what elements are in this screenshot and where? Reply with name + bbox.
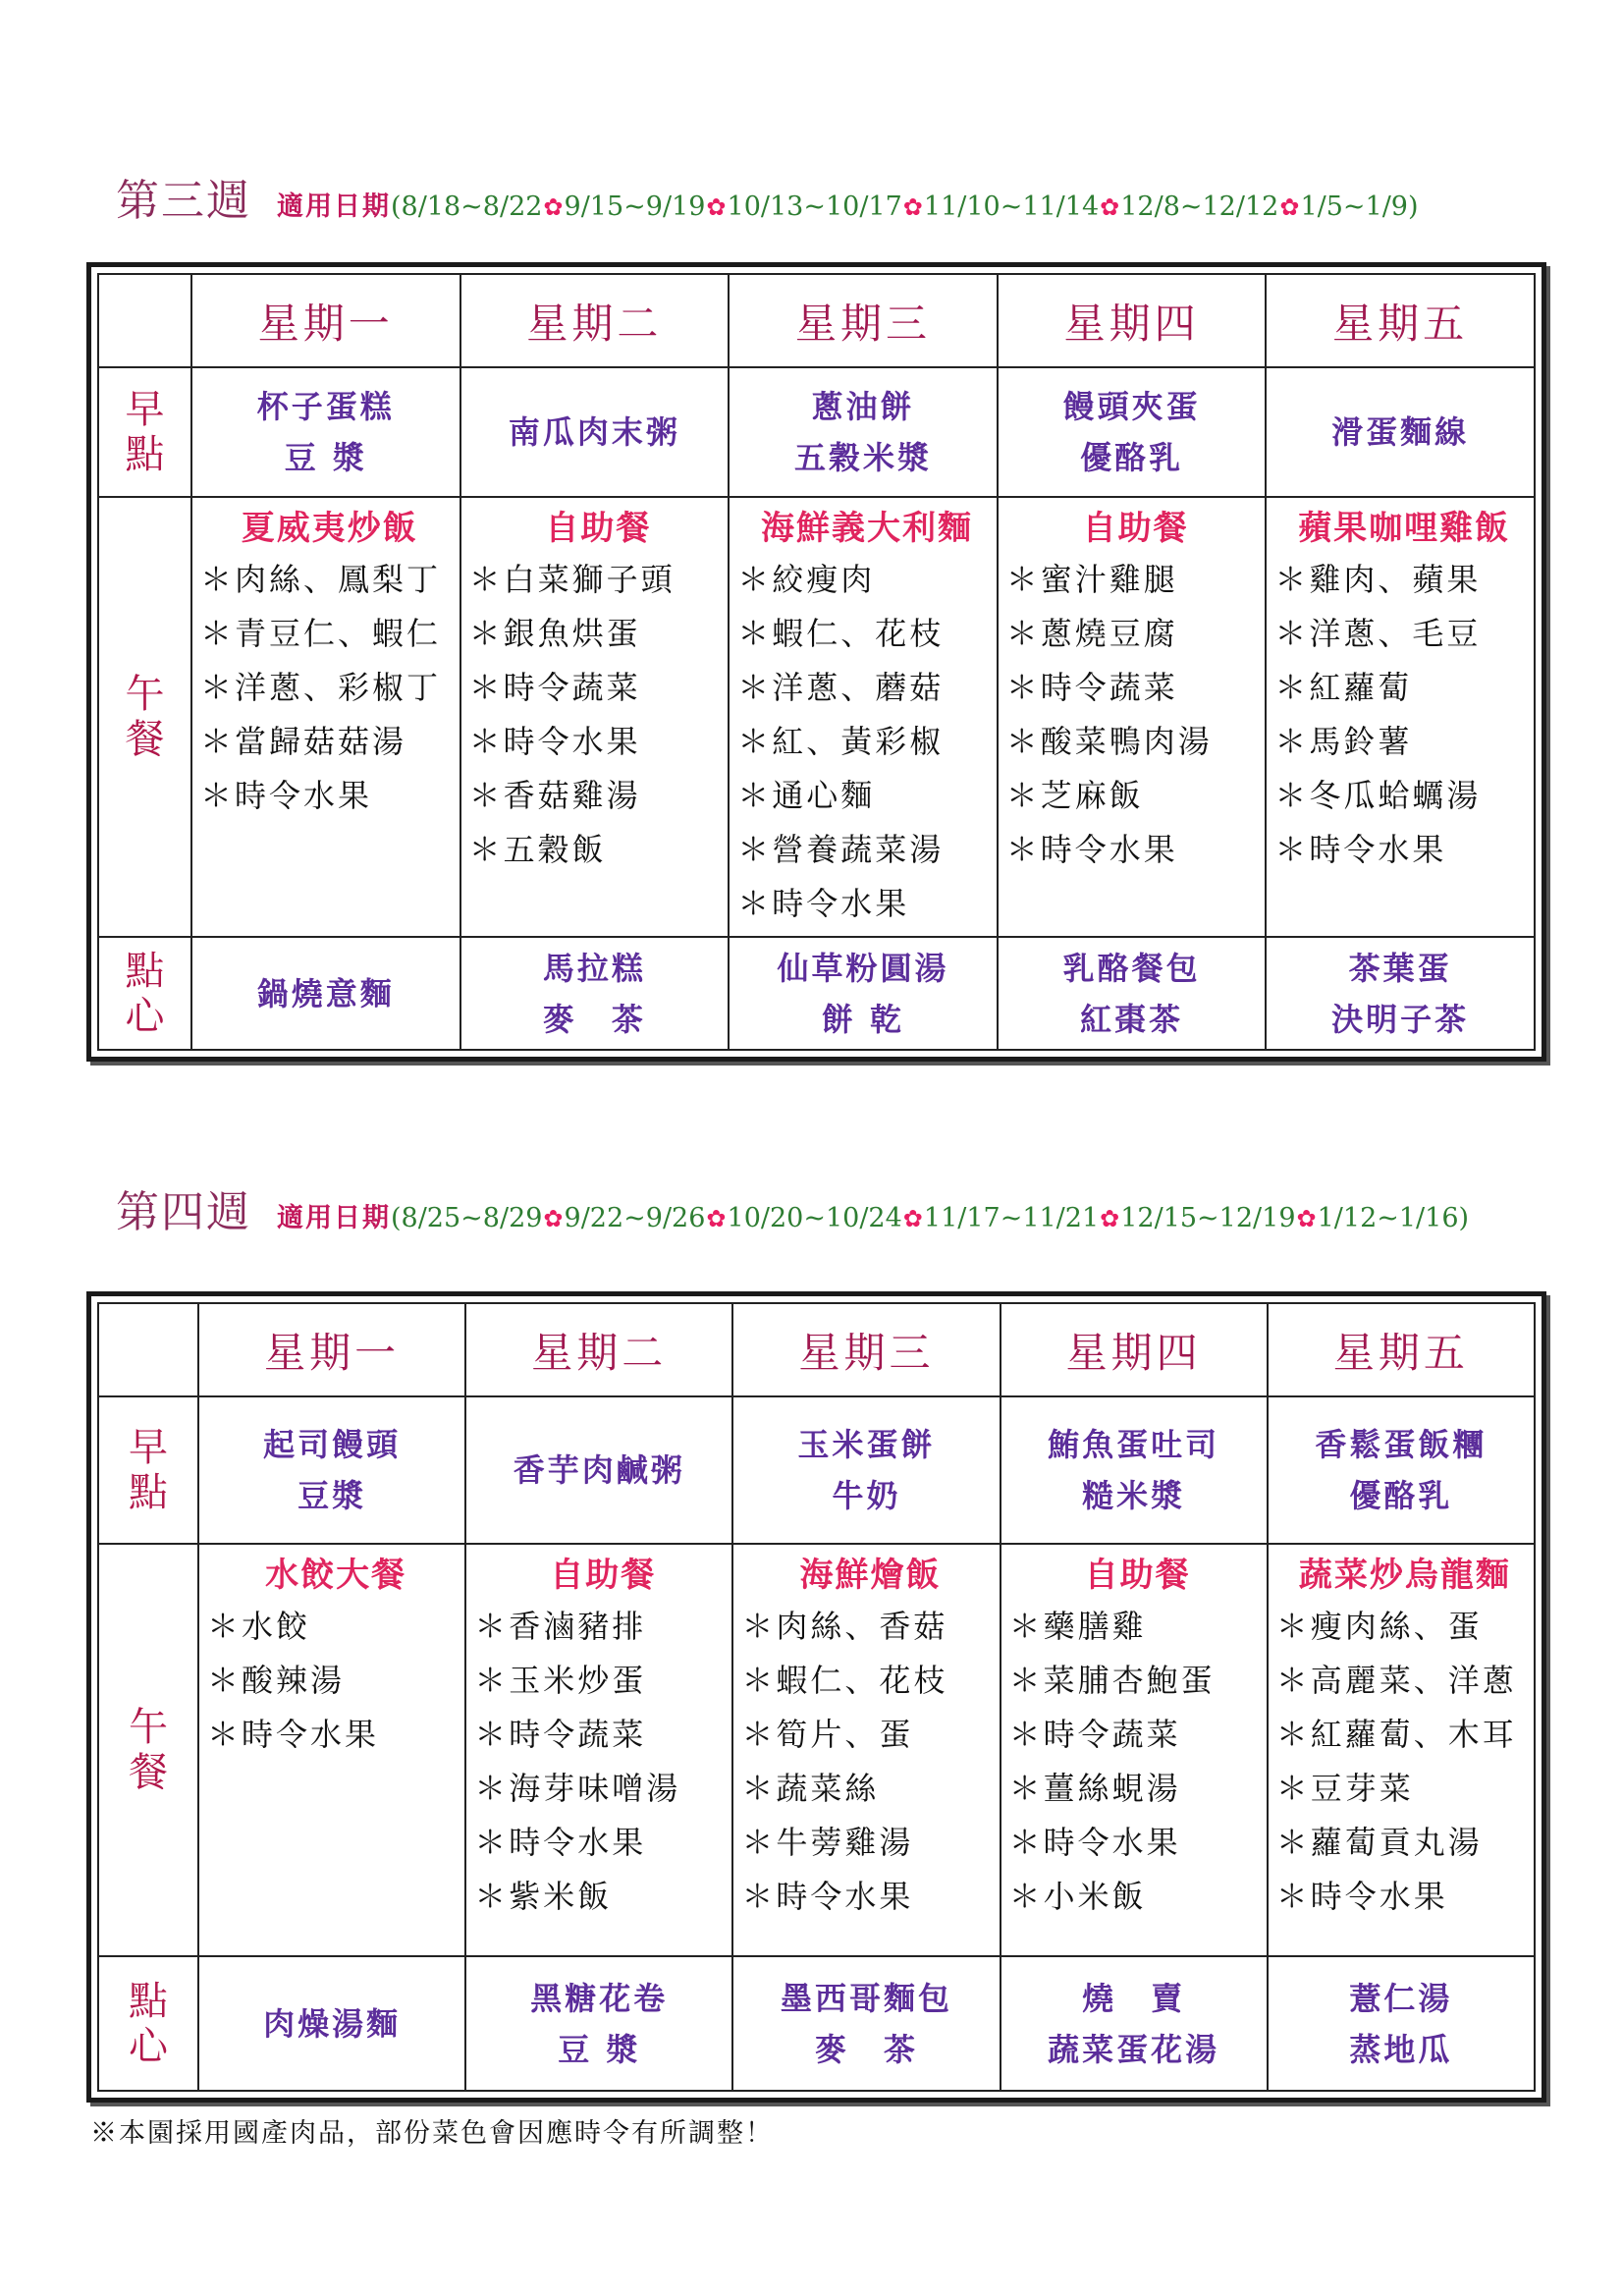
lunch-row (98, 497, 1535, 937)
flower-icon: ✿ (1100, 193, 1120, 221)
lunch-item: ＊時令水果 (1274, 831, 1447, 868)
breakfast-row (98, 1396, 1535, 1544)
lunch-cell (465, 1544, 732, 1956)
breakfast-row (98, 367, 1535, 497)
breakfast-cell: 蔥油餅 五穀米漿 (729, 367, 998, 497)
lunch-item: ＊蔬菜絲 (741, 1770, 880, 1807)
lunch-item: ＊絞瘦肉 (737, 561, 876, 598)
lunch-item: ＊海芽味噌湯 (474, 1770, 681, 1807)
lunch-cell (729, 497, 998, 937)
breakfast-cell: 香芋肉鹹粥 (465, 1396, 732, 1544)
lunch-title: 自助餐 (545, 509, 652, 548)
flower-icon: ✿ (543, 193, 564, 221)
lunch-item: ＊酸辣湯 (207, 1662, 346, 1699)
week4-heading (116, 1176, 1469, 1239)
snack-row (98, 937, 1535, 1050)
day-header: 星期一 (191, 274, 460, 367)
lunch-item: ＊香滷豬排 (474, 1608, 647, 1645)
day-header: 星期五 (1268, 1303, 1535, 1396)
week4-menu-table (86, 1291, 1546, 2103)
lunch-item: ＊雞肉、蘋果 (1274, 561, 1482, 598)
lunch-item: ＊時令水果 (474, 1824, 647, 1861)
snack-cell: 乳酪餐包 紅棗茶 (998, 937, 1267, 1050)
lunch-item: ＊青豆仁、蝦仁 (200, 615, 442, 652)
week4-dates-label: 適用日期 (277, 1203, 391, 1233)
corner-cell (98, 1303, 198, 1396)
lunch-item: ＊酸菜鴨肉湯 (1005, 723, 1213, 760)
flower-icon: ✿ (1296, 1205, 1317, 1232)
lunch-item: ＊時令蔬菜 (1008, 1716, 1181, 1753)
lunch-item: ＊紅蘿蔔 (1274, 669, 1413, 706)
lunch-item: ＊紅、黃彩椒 (737, 723, 945, 760)
snack-label: 點心 (98, 937, 191, 1050)
lunch-title: 夏威夷炒飯 (241, 509, 418, 548)
week3-date: 1/5~1/9) (1300, 191, 1419, 222)
breakfast-label: 早點 (98, 367, 191, 497)
flower-icon: ✿ (1100, 1205, 1120, 1232)
lunch-title: 水餃大餐 (265, 1556, 407, 1595)
week4-date: 9/22~9/26 (564, 1203, 706, 1233)
lunch-item: ＊小米飯 (1008, 1878, 1147, 1915)
snack-cell: 肉燥湯麵 (198, 1956, 465, 2091)
snack-cell: 墨西哥麵包 麥 茶 (732, 1956, 1000, 2091)
week3-date: (8/18~8/22 (391, 191, 543, 222)
lunch-item: ＊蔥燒豆腐 (1005, 615, 1178, 652)
lunch-item: ＊蜜汁雞腿 (1005, 561, 1178, 598)
corner-cell (98, 274, 191, 367)
week3-title: 第三週 (116, 176, 251, 226)
breakfast-label: 早點 (98, 1396, 198, 1544)
day-header: 星期四 (1001, 1303, 1268, 1396)
lunch-cell (1001, 1544, 1268, 1956)
lunch-item: ＊時令水果 (1008, 1824, 1181, 1861)
lunch-item: ＊洋蔥、彩椒丁 (200, 669, 442, 706)
breakfast-cell: 滑蛋麵線 (1266, 367, 1535, 497)
lunch-cell (1266, 497, 1535, 937)
lunch-item: ＊五穀飯 (468, 831, 607, 868)
breakfast-cell: 杯子蛋糕 豆 漿 (191, 367, 460, 497)
week3-dates (391, 191, 1419, 222)
lunch-title: 自助餐 (550, 1556, 657, 1595)
lunch-title: 自助餐 (1082, 509, 1189, 548)
week4-date: 1/12~1/16) (1317, 1203, 1470, 1233)
week4-dates (391, 1203, 1469, 1233)
lunch-item: ＊肉絲、鳳梨丁 (200, 561, 442, 598)
lunch-item: ＊蘿蔔貢丸湯 (1275, 1824, 1483, 1861)
week3-date: 12/8~12/12 (1120, 191, 1279, 222)
day-header-row (98, 1303, 1535, 1396)
lunch-cell (998, 497, 1267, 937)
lunch-title: 自助餐 (1084, 1556, 1191, 1595)
lunch-cell (732, 1544, 1000, 1956)
snack-cell: 鍋燒意麵 (191, 937, 460, 1050)
lunch-item: ＊筍片、蛋 (741, 1716, 914, 1753)
flower-icon: ✿ (902, 1205, 923, 1232)
snack-cell: 黑糖花卷 豆 漿 (465, 1956, 732, 2091)
lunch-title: 海鮮義大利麵 (760, 509, 973, 548)
lunch-item: ＊香菇雞湯 (468, 777, 641, 814)
lunch-item: ＊時令水果 (1275, 1878, 1448, 1915)
breakfast-cell: 玉米蛋餅 牛奶 (732, 1396, 1000, 1544)
lunch-item: ＊銀魚烘蛋 (468, 615, 641, 652)
snack-cell: 仙草粉圓湯 餅 乾 (729, 937, 998, 1050)
breakfast-cell: 饅頭夾蛋 優酪乳 (998, 367, 1267, 497)
week4-date: 10/20~10/24 (727, 1203, 902, 1233)
snack-cell: 茶葉蛋 決明子茶 (1266, 937, 1535, 1050)
week3-menu-table (86, 262, 1546, 1062)
lunch-item: ＊水餃 (207, 1608, 311, 1645)
lunch-label: 午餐 (98, 497, 191, 937)
week4-date: 11/17~11/21 (923, 1203, 1100, 1233)
lunch-item: ＊牛蒡雞湯 (741, 1824, 914, 1861)
lunch-row (98, 1544, 1535, 1956)
lunch-item: ＊時令水果 (468, 723, 641, 760)
week4-date: 12/15~12/19 (1120, 1203, 1296, 1233)
lunch-title: 海鮮燴飯 (799, 1556, 942, 1595)
footnote: ※本園採用國產肉品，部份菜色會因應時令有所調整！ (90, 2118, 774, 2149)
lunch-item: ＊瘦肉絲、蛋 (1275, 1608, 1483, 1645)
breakfast-cell: 鮪魚蛋吐司 糙米漿 (1001, 1396, 1268, 1544)
lunch-item: ＊薑絲蜆湯 (1008, 1770, 1181, 1807)
week4-title: 第四週 (116, 1187, 251, 1237)
week3-dates-label: 適用日期 (277, 191, 391, 222)
day-header: 星期三 (729, 274, 998, 367)
lunch-item: ＊當歸菇菇湯 (200, 723, 407, 760)
lunch-item: ＊時令水果 (207, 1716, 380, 1753)
lunch-item: ＊高麗菜、洋蔥 (1275, 1662, 1517, 1699)
flower-icon: ✿ (706, 193, 727, 221)
snack-label: 點心 (98, 1956, 198, 2091)
day-header: 星期二 (460, 274, 730, 367)
week3-date: 11/10~11/14 (923, 191, 1100, 222)
flower-icon: ✿ (706, 1205, 727, 1232)
lunch-item: ＊時令蔬菜 (1005, 669, 1178, 706)
lunch-item: ＊蝦仁、花枝 (741, 1662, 948, 1699)
lunch-item: ＊豆芽菜 (1275, 1770, 1414, 1807)
lunch-item: ＊白菜獅子頭 (468, 561, 676, 598)
lunch-label: 午餐 (98, 1544, 198, 1956)
lunch-item: ＊菜脯杏鮑蛋 (1008, 1662, 1216, 1699)
day-header: 星期二 (465, 1303, 732, 1396)
breakfast-cell: 香鬆蛋飯糰 優酪乳 (1268, 1396, 1535, 1544)
lunch-item: ＊時令水果 (741, 1878, 914, 1915)
lunch-item: ＊洋蔥、毛豆 (1274, 615, 1482, 652)
lunch-item: ＊通心麵 (737, 777, 876, 814)
lunch-item: ＊時令水果 (737, 885, 910, 922)
week3-heading (116, 165, 1419, 228)
lunch-item: ＊肉絲、香菇 (741, 1608, 948, 1645)
day-header-row (98, 274, 1535, 367)
lunch-item: ＊營養蔬菜湯 (737, 831, 945, 868)
week3-date: 10/13~10/17 (727, 191, 902, 222)
lunch-item: ＊時令水果 (200, 777, 373, 814)
week3-date: 9/15~9/19 (564, 191, 706, 222)
lunch-title: 蘋果咖哩雞飯 (1298, 509, 1511, 548)
flower-icon: ✿ (1279, 193, 1300, 221)
day-header: 星期五 (1266, 274, 1535, 367)
lunch-item: ＊紫米飯 (474, 1878, 613, 1915)
lunch-cell (1268, 1544, 1535, 1956)
snack-row (98, 1956, 1535, 2091)
breakfast-cell: 起司饅頭 豆漿 (198, 1396, 465, 1544)
lunch-item: ＊時令水果 (1005, 831, 1178, 868)
snack-cell: 薏仁湯 蒸地瓜 (1268, 1956, 1535, 2091)
lunch-item: ＊紅蘿蔔、木耳 (1275, 1716, 1517, 1753)
breakfast-cell: 南瓜肉末粥 (460, 367, 730, 497)
lunch-item: ＊時令蔬菜 (474, 1716, 647, 1753)
lunch-item: ＊冬瓜蛤蠣湯 (1274, 777, 1482, 814)
lunch-item: ＊馬鈴薯 (1274, 723, 1413, 760)
day-header: 星期四 (998, 274, 1267, 367)
lunch-item: ＊玉米炒蛋 (474, 1662, 647, 1699)
flower-icon: ✿ (902, 193, 923, 221)
lunch-item: ＊時令蔬菜 (468, 669, 641, 706)
week4-date: (8/25~8/29 (391, 1203, 543, 1233)
lunch-cell (460, 497, 730, 937)
lunch-item: ＊蝦仁、花枝 (737, 615, 945, 652)
day-header: 星期三 (732, 1303, 1000, 1396)
lunch-item: ＊芝麻飯 (1005, 777, 1144, 814)
flower-icon: ✿ (543, 1205, 564, 1232)
snack-cell: 燒 賣 蔬菜蛋花湯 (1001, 1956, 1268, 2091)
lunch-item: ＊洋蔥、蘑菇 (737, 669, 945, 706)
lunch-cell (198, 1544, 465, 1956)
day-header: 星期一 (198, 1303, 465, 1396)
lunch-item: ＊藥膳雞 (1008, 1608, 1147, 1645)
snack-cell: 馬拉糕 麥 茶 (460, 937, 730, 1050)
lunch-title: 蔬菜炒烏龍麵 (1298, 1556, 1511, 1595)
lunch-cell (191, 497, 460, 937)
